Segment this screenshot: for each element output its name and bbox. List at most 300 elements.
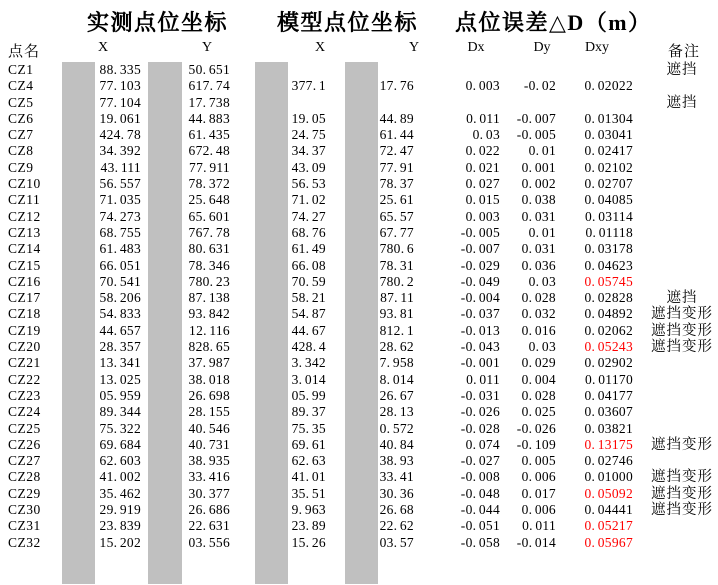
model-y-cell: 780. 2 [379, 273, 414, 289]
measured-x-cell: 44. 657 [99, 322, 141, 338]
measured-x-cell: 70. 541 [99, 273, 141, 289]
remark-cell [636, 192, 718, 208]
measured-x-cell: 23. 839 [99, 518, 141, 534]
measured-x-cell: 56. 557 [99, 176, 141, 192]
model-y-cell: 812. 1 [379, 322, 414, 338]
dy-cell: 0. 001 [521, 159, 556, 175]
measured-x-cell: 62. 603 [99, 453, 141, 469]
dy-cell: 0. 025 [521, 404, 556, 420]
measured-y-cell: 50. 651 [188, 62, 230, 77]
model-x-cell: 58. 21 [291, 290, 326, 306]
remark-cell: 遮挡变形 [651, 436, 713, 453]
dxy-cell: 0. 05967 [584, 534, 633, 550]
dxy-cell: 0. 01000 [584, 469, 633, 485]
col-header-model-y: Y [408, 40, 420, 55]
table-row [0, 111, 718, 127]
dy-cell: -0. 109 [516, 436, 556, 452]
measured-x-cell: 69. 684 [99, 436, 141, 452]
measured-x-cell: 54. 833 [99, 306, 141, 322]
table-row [0, 355, 718, 371]
model-y-cell [329, 62, 417, 78]
dx-cell: 0. 011 [466, 371, 500, 387]
model-x-cell [233, 95, 329, 111]
measured-y-cell: 617. 74 [188, 78, 230, 94]
dy-cell [503, 62, 559, 78]
point-name-cell: CZ23 [8, 387, 41, 403]
point-name-cell: CZ7 [8, 127, 34, 143]
model-x-cell: 71. 02 [291, 192, 326, 208]
model-x-cell: 05. 99 [291, 387, 326, 403]
remark-cell [636, 518, 718, 534]
dx-cell: -0. 027 [460, 453, 500, 469]
model-x-cell: 3. 342 [291, 355, 326, 371]
model-y-cell: 7. 958 [379, 355, 414, 371]
dy-cell: 0. 01 [528, 224, 556, 240]
dy-cell: 0. 017 [521, 485, 556, 501]
measured-x-cell: 61. 483 [99, 241, 141, 257]
remark-cell: 遮挡 [666, 290, 698, 307]
model-x-cell: 19. 05 [291, 110, 326, 126]
table-row [0, 192, 718, 208]
dx-cell: -0. 007 [460, 241, 500, 257]
dx-cell: 0. 003 [465, 78, 500, 94]
dy-cell: 0. 036 [521, 257, 556, 273]
table-row [0, 127, 718, 143]
point-name-cell: CZ29 [8, 485, 41, 501]
point-name-cell: CZ5 [8, 94, 34, 110]
table-row [0, 323, 718, 339]
table-row [0, 62, 718, 78]
measured-x-cell: 89. 344 [99, 404, 141, 420]
dx-cell: -0. 004 [460, 290, 500, 306]
model-y-cell: 87. 11 [380, 290, 414, 306]
point-name-cell: CZ20 [8, 339, 41, 355]
dy-cell: 0. 028 [521, 387, 556, 403]
point-name-cell: CZ28 [8, 469, 41, 485]
col-header-dxy: Dxy [584, 40, 610, 55]
table-row [0, 258, 718, 274]
measured-y-cell: 767. 78 [188, 224, 230, 240]
dx-cell: 0. 074 [465, 436, 500, 452]
measured-x-cell: 88. 335 [99, 62, 141, 77]
dx-cell: -0. 049 [460, 273, 500, 289]
dx-cell: -0. 028 [460, 420, 500, 436]
remark-cell [636, 78, 718, 94]
dy-cell: 0. 01 [528, 143, 556, 159]
dy-cell: 0. 011 [522, 518, 556, 534]
dy-cell: 0. 028 [521, 290, 556, 306]
point-name-cell: CZ30 [8, 502, 41, 518]
model-x-cell: 61. 49 [291, 241, 326, 257]
table-row [0, 453, 718, 469]
table-row [0, 95, 718, 111]
dx-cell: -0. 029 [460, 257, 500, 273]
remark-cell: 遮挡变形 [651, 502, 713, 519]
measured-x-cell: 58. 206 [99, 290, 141, 306]
measured-y-cell: 28. 155 [188, 404, 230, 420]
measured-y-cell: 780. 23 [188, 273, 230, 289]
point-name-cell: CZ11 [8, 192, 41, 208]
dy-cell: 0. 016 [521, 322, 556, 338]
point-name-cell: CZ15 [8, 257, 41, 273]
measured-y-cell: 40. 731 [188, 436, 230, 452]
dxy-cell: 0. 03114 [584, 208, 633, 224]
remark-cell [636, 421, 718, 437]
dy-cell: 0. 029 [521, 355, 556, 371]
table-row [0, 225, 718, 241]
model-y-cell: 03. 57 [379, 534, 414, 550]
measured-x-cell: 28. 357 [99, 339, 141, 355]
dy-cell: -0. 014 [516, 534, 556, 550]
dx-cell: 0. 03 [472, 127, 500, 143]
table-row [0, 404, 718, 420]
dy-cell: -0. 02 [523, 78, 556, 94]
remark-cell [636, 372, 718, 388]
dx-cell: -0. 013 [460, 322, 500, 338]
remark-cell [636, 241, 718, 257]
model-y-cell: 22. 62 [379, 518, 414, 534]
table-row [0, 421, 718, 437]
measured-x-cell: 77. 104 [99, 94, 141, 110]
dy-cell: 0. 038 [521, 192, 556, 208]
remark-cell: 遮挡 [666, 94, 698, 111]
dxy-cell: 0. 01170 [584, 371, 633, 387]
group-header-model-coordinates: 模型点位坐标 [277, 10, 419, 35]
model-x-cell: 43. 09 [291, 159, 326, 175]
model-y-cell: 78. 31 [379, 257, 414, 273]
dx-cell: -0. 031 [460, 387, 500, 403]
table-row [0, 518, 718, 534]
point-name-cell: CZ21 [8, 355, 41, 371]
remark-cell: 遮挡变形 [651, 306, 713, 323]
dx-cell: -0. 026 [460, 404, 500, 420]
model-y-cell: 77. 91 [379, 159, 414, 175]
table-row [0, 437, 718, 453]
dx-cell: -0. 043 [460, 339, 500, 355]
point-name-cell: CZ22 [8, 371, 41, 387]
table-row [0, 176, 718, 192]
model-y-cell: 40. 84 [379, 436, 414, 452]
model-y-cell: 25. 61 [379, 192, 414, 208]
table-row [0, 306, 718, 322]
model-y-cell [329, 95, 417, 111]
dy-cell: 0. 031 [521, 241, 556, 257]
measured-x-cell: 71. 035 [99, 192, 141, 208]
measured-x-cell: 13. 341 [99, 355, 141, 371]
dxy-cell: 0. 02902 [584, 355, 633, 371]
dy-cell: 0. 002 [521, 176, 556, 192]
measured-y-cell: 30. 377 [188, 485, 230, 501]
dxy-cell: 0. 04892 [584, 306, 633, 322]
model-x-cell: 23. 89 [291, 518, 326, 534]
dx-cell: -0. 044 [460, 502, 500, 518]
table-row [0, 290, 718, 306]
dx-cell: -0. 005 [460, 224, 500, 240]
remark-cell: 遮挡变形 [651, 485, 713, 502]
point-name-cell: CZ17 [8, 290, 41, 306]
measured-x-cell: 41. 002 [99, 469, 141, 485]
measured-y-cell: 80. 631 [188, 241, 230, 257]
measured-x-cell: 77. 103 [99, 78, 141, 94]
model-x-cell: 428. 4 [291, 339, 326, 355]
dxy-cell: 0. 02062 [584, 322, 633, 338]
table-row [0, 78, 718, 94]
model-y-cell: 17. 76 [379, 78, 414, 94]
model-x-cell: 56. 53 [291, 176, 326, 192]
remark-cell [636, 160, 718, 176]
remark-cell [636, 143, 718, 159]
table-row [0, 388, 718, 404]
dxy-cell: 0. 01118 [585, 224, 633, 240]
point-name-cell: CZ9 [8, 159, 34, 175]
measured-y-cell: 44. 883 [188, 110, 230, 126]
model-x-cell: 44. 67 [291, 322, 326, 338]
dy-cell: 0. 004 [521, 371, 556, 387]
table-row [0, 209, 718, 225]
table-row [0, 241, 718, 257]
model-x-cell: 3. 014 [291, 371, 326, 387]
remark-cell [636, 225, 718, 241]
dx-cell: 0. 022 [465, 143, 500, 159]
point-name-cell: CZ1 [8, 62, 34, 77]
model-x-cell: 24. 75 [291, 127, 326, 143]
measured-y-cell: 26. 698 [188, 387, 230, 403]
dy-cell: 0. 031 [521, 208, 556, 224]
dy-cell: -0. 007 [516, 110, 556, 126]
point-name-cell: CZ4 [8, 78, 34, 94]
measured-y-cell: 37. 987 [188, 355, 230, 371]
remark-cell [636, 111, 718, 127]
measured-y-cell: 38. 935 [188, 453, 230, 469]
dx-cell: -0. 008 [460, 469, 500, 485]
dy-cell: 0. 005 [521, 453, 556, 469]
group-header-measured-coordinates: 实测点位坐标 [87, 10, 229, 35]
model-x-cell: 9. 963 [291, 502, 326, 518]
model-y-cell: 78. 37 [379, 176, 414, 192]
measured-x-cell: 424. 78 [99, 127, 141, 143]
remark-cell: 遮挡变形 [651, 322, 713, 339]
dxy-cell [559, 95, 636, 111]
remark-cell [636, 209, 718, 225]
col-header-model-x: X [314, 40, 326, 55]
remark-cell [636, 127, 718, 143]
measured-y-cell: 12. 116 [189, 322, 230, 338]
dxy-cell: 0. 03821 [584, 420, 633, 436]
col-header-dy: Dy [533, 40, 551, 55]
point-name-cell: CZ26 [8, 436, 41, 452]
dxy-cell: 0. 02102 [584, 159, 633, 175]
measured-y-cell: 65. 601 [188, 208, 230, 224]
model-y-cell: 33. 41 [379, 469, 414, 485]
table-row [0, 339, 718, 355]
point-name-cell: CZ19 [8, 322, 41, 338]
remark-cell: 遮挡变形 [651, 339, 713, 356]
point-name-cell: CZ12 [8, 208, 41, 224]
dxy-cell: 0. 05217 [584, 518, 633, 534]
dxy-cell: 0. 02746 [584, 453, 633, 469]
measured-x-cell: 19. 061 [99, 110, 141, 126]
remark-cell [636, 535, 718, 551]
measured-y-cell: 40. 546 [188, 420, 230, 436]
point-name-cell: CZ25 [8, 420, 41, 436]
remark-cell [636, 258, 718, 274]
point-name-cell: CZ18 [8, 306, 41, 322]
model-y-cell: 780. 6 [379, 241, 414, 257]
dxy-cell: 0. 02417 [584, 143, 633, 159]
model-y-cell: 61. 44 [379, 127, 414, 143]
point-name-cell: CZ31 [8, 518, 41, 534]
point-name-cell: CZ13 [8, 224, 41, 240]
model-x-cell: 35. 51 [291, 485, 326, 501]
point-name-cell: CZ10 [8, 176, 41, 192]
dxy-cell: 0. 02022 [584, 78, 633, 94]
dx-cell: 0. 021 [465, 159, 500, 175]
coordinate-table-body [0, 62, 718, 551]
table-row [0, 535, 718, 551]
table-row [0, 372, 718, 388]
dxy-cell: 0. 05745 [584, 273, 633, 289]
table-row [0, 502, 718, 518]
model-y-cell: 30. 36 [379, 485, 414, 501]
model-y-cell: 0. 572 [379, 420, 414, 436]
dy-cell [503, 95, 559, 111]
dxy-cell: 0. 04441 [584, 502, 633, 518]
dy-cell: -0. 026 [516, 420, 556, 436]
model-y-cell: 8. 014 [379, 371, 414, 387]
model-x-cell [233, 62, 329, 78]
dxy-cell: 0. 03041 [584, 127, 633, 143]
dxy-cell: 0. 01304 [584, 110, 633, 126]
measured-x-cell: 75. 322 [99, 420, 141, 436]
measured-y-cell: 77. 911 [189, 159, 230, 175]
dy-cell: 0. 006 [521, 469, 556, 485]
remark-cell [636, 388, 718, 404]
measured-y-cell: 61. 435 [188, 127, 230, 143]
model-y-cell: 67. 77 [379, 224, 414, 240]
measured-x-cell: 43. 111 [100, 159, 141, 175]
col-header-point-name: 点名 [8, 44, 41, 60]
dx-cell: -0. 058 [460, 534, 500, 550]
dx-cell: -0. 051 [460, 518, 500, 534]
remark-cell: 遮挡 [666, 62, 698, 78]
dxy-cell: 0. 03178 [584, 241, 633, 257]
model-y-cell: 28. 13 [379, 404, 414, 420]
dxy-cell: 0. 02828 [584, 290, 633, 306]
measured-x-cell: 34. 392 [99, 143, 141, 159]
measured-x-cell: 66. 051 [99, 257, 141, 273]
measured-y-cell: 78. 346 [188, 257, 230, 273]
measured-x-cell: 74. 273 [99, 208, 141, 224]
dy-cell: 0. 032 [521, 306, 556, 322]
remark-cell [636, 274, 718, 290]
measured-y-cell: 828. 65 [188, 339, 230, 355]
point-name-cell: CZ6 [8, 110, 34, 126]
measured-x-cell: 29. 919 [99, 502, 141, 518]
dx-cell: -0. 048 [460, 485, 500, 501]
model-y-cell: 93. 81 [379, 306, 414, 322]
remark-cell [636, 176, 718, 192]
table-row [0, 160, 718, 176]
table-row [0, 274, 718, 290]
dxy-cell: 0. 04623 [584, 257, 633, 273]
group-header-point-error: 点位误差△D（m） [455, 10, 652, 35]
remark-cell [636, 404, 718, 420]
model-x-cell: 75. 35 [291, 420, 326, 436]
measured-y-cell: 03. 556 [188, 534, 230, 550]
col-header-dx: Dx [467, 40, 485, 55]
measured-y-cell: 17. 738 [188, 94, 230, 110]
measured-y-cell: 672. 48 [188, 143, 230, 159]
measured-x-cell: 68. 755 [99, 224, 141, 240]
dy-cell: 0. 03 [528, 339, 556, 355]
measured-y-cell: 33. 416 [188, 469, 230, 485]
dy-cell: 0. 03 [528, 273, 556, 289]
model-x-cell: 377. 1 [291, 78, 326, 94]
measured-y-cell: 22. 631 [188, 518, 230, 534]
col-header-measured-x: X [97, 40, 109, 55]
model-y-cell: 26. 67 [379, 387, 414, 403]
dxy-cell [559, 62, 636, 78]
model-x-cell: 68. 76 [291, 224, 326, 240]
dxy-cell: 0. 03607 [584, 404, 633, 420]
model-y-cell: 44. 89 [379, 110, 414, 126]
measured-y-cell: 26. 686 [188, 502, 230, 518]
remark-cell [636, 355, 718, 371]
remark-cell [636, 453, 718, 469]
dxy-cell: 0. 04177 [584, 387, 633, 403]
table-row [0, 469, 718, 485]
point-name-cell: CZ32 [8, 534, 41, 550]
dxy-cell: 0. 13175 [584, 436, 633, 452]
dx-cell: 0. 015 [465, 192, 500, 208]
dx-cell: -0. 001 [460, 355, 500, 371]
measured-y-cell: 38. 018 [188, 371, 230, 387]
dx-cell [417, 62, 503, 78]
measured-x-cell: 15. 202 [99, 534, 141, 550]
dx-cell: 0. 011 [466, 110, 500, 126]
remark-cell: 遮挡变形 [651, 469, 713, 486]
dxy-cell: 0. 02707 [584, 176, 633, 192]
dxy-cell: 0. 05092 [584, 485, 633, 501]
model-x-cell: 89. 37 [291, 404, 326, 420]
measured-y-cell: 93. 842 [188, 306, 230, 322]
model-x-cell: 15. 26 [291, 534, 326, 550]
measured-y-cell: 25. 648 [188, 192, 230, 208]
model-x-cell: 74. 27 [291, 208, 326, 224]
dy-cell: -0. 005 [516, 127, 556, 143]
point-name-cell: CZ24 [8, 404, 41, 420]
measured-x-cell: 05. 959 [99, 387, 141, 403]
measured-x-cell: 35. 462 [99, 485, 141, 501]
point-name-cell: CZ16 [8, 273, 41, 289]
model-x-cell: 66. 08 [291, 257, 326, 273]
measured-y-cell: 87. 138 [188, 290, 230, 306]
dx-cell: -0. 037 [460, 306, 500, 322]
model-y-cell: 26. 68 [379, 502, 414, 518]
model-x-cell: 62. 63 [291, 453, 326, 469]
model-x-cell: 69. 61 [291, 436, 326, 452]
dx-cell: 0. 003 [465, 208, 500, 224]
table-row [0, 486, 718, 502]
dxy-cell: 0. 05243 [584, 339, 633, 355]
col-header-measured-y: Y [201, 40, 213, 55]
model-x-cell: 54. 87 [291, 306, 326, 322]
model-x-cell: 41. 01 [291, 469, 326, 485]
col-header-remark: 备注 [667, 44, 701, 60]
model-y-cell: 65. 57 [379, 208, 414, 224]
model-y-cell: 38. 93 [379, 453, 414, 469]
point-name-cell: CZ27 [8, 453, 41, 469]
